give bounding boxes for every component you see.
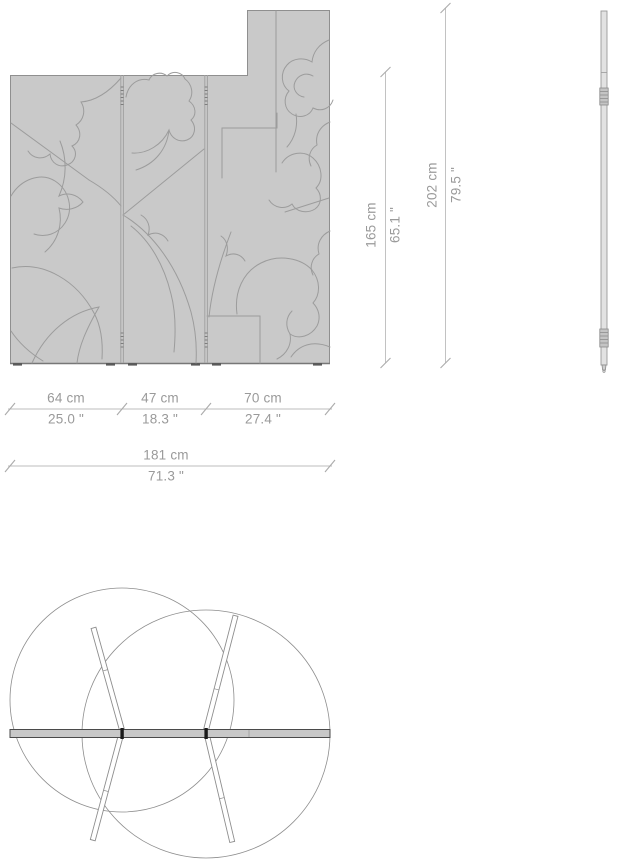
plan-hinge-left <box>120 728 123 739</box>
side-foot <box>602 365 606 372</box>
height-short-in-label: 65.1 " <box>387 206 403 244</box>
folded-panel-upper-left <box>91 627 124 730</box>
side-view-drawing <box>600 11 608 372</box>
total-width-in-label: 71.3 " <box>147 468 185 484</box>
total-width-cm-label: 181 cm <box>143 447 189 463</box>
plan-screen-bar <box>10 730 330 738</box>
panel3-width-cm-label: 70 cm <box>244 390 282 406</box>
height-tall-in-label: 79.5 " <box>448 166 464 204</box>
front-view-drawing <box>10 11 333 366</box>
folded-panel-lower-left <box>90 730 124 840</box>
height-short-cm-label: 165 cm <box>363 202 379 248</box>
top-view-drawing <box>10 588 330 858</box>
side-hinge-knuckle-bottom <box>600 329 608 347</box>
left-rotation-circle <box>10 588 234 812</box>
panel1-width-in-label: 25.0 " <box>47 411 85 427</box>
front-screen-silhouette <box>11 11 330 364</box>
plan-hinge-right <box>204 728 207 739</box>
height-tall-cm-label: 202 cm <box>424 162 440 208</box>
folded-panel-lower-right <box>204 730 235 842</box>
panel3-width-in-label: 27.4 " <box>244 411 282 427</box>
panel2-width-in-label: 18.3 " <box>141 411 179 427</box>
panel1-width-cm-label: 64 cm <box>47 390 85 406</box>
side-hinge-knuckle-top <box>600 88 608 105</box>
panel2-width-cm-label: 47 cm <box>141 390 179 406</box>
side-screen-profile <box>601 11 607 365</box>
